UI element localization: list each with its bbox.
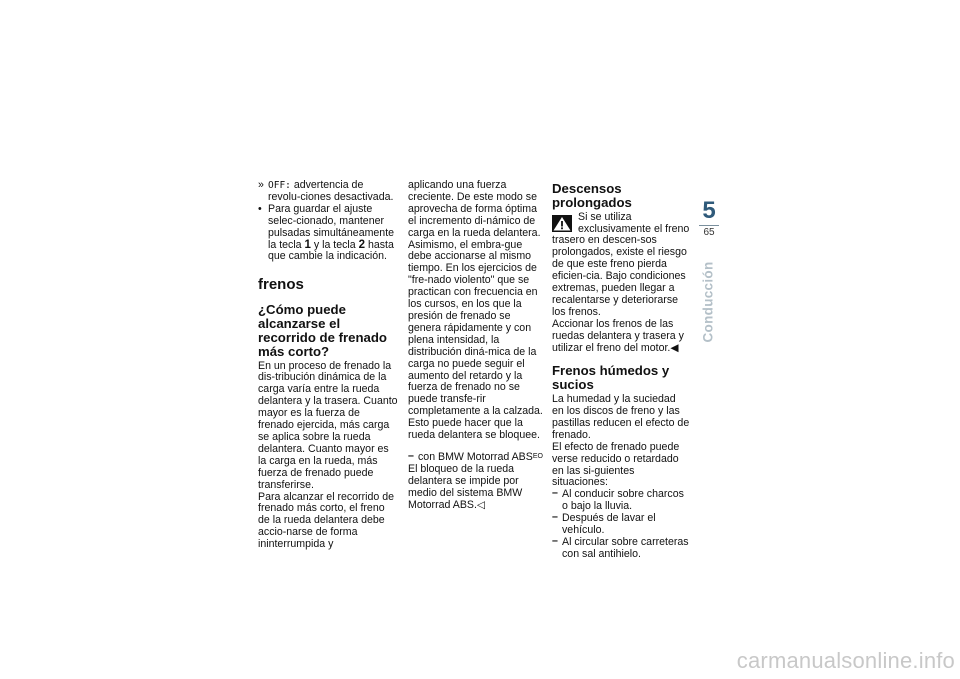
end-mark-icon: ◁ <box>476 498 486 511</box>
chapter-title: Conducción <box>700 261 716 343</box>
paragraph-text: El bloqueo de la rueda delantera se impide por medio del sistema BMW Motorrad ABS. <box>408 462 523 511</box>
paragraph <box>408 464 544 512</box>
paragraph-text: Accionar los frenos de las ruedas delantera y trasera y utilizar el freno del motor. <box>552 317 684 354</box>
bullet-marker: • <box>258 202 262 215</box>
chapter-number: 5 <box>702 197 716 224</box>
dash-marker: – <box>408 449 414 462</box>
list-item <box>552 513 690 537</box>
key-2: 2 <box>358 238 366 251</box>
column-2 <box>408 180 544 511</box>
chapter-tab <box>696 197 722 244</box>
warning-text: Si se utiliza exclusivamente el freno trasero en descen-sos prolongados, existe el riesgo de que este freno pierda eficien-cia. Bajo condiciones extremas, pueden llegar a recalentarse y deteriorarse los frenos. <box>552 210 690 318</box>
watermark: carmanualsonline.info <box>736 648 955 673</box>
divider <box>699 225 719 226</box>
section-title: frenos <box>258 276 304 294</box>
paragraph: El efecto de frenado puede verse reducido o retardado en las si-guientes situaciones: <box>552 440 680 489</box>
arrow-marker: » <box>258 179 264 191</box>
dash-marker: – <box>552 487 558 500</box>
warning-block <box>552 212 690 319</box>
list-item-text: Después de lavar el vehículo. <box>562 512 656 537</box>
list-item-text: Al conducir sobre charcos o bajo la lluvia. <box>562 488 684 513</box>
end-mark-icon: ◀ <box>670 341 679 354</box>
paragraph: aplicando una fuerza creciente. De este modo se aprovecha de forma óptima el incremento di-námico de carga en la rueda delantera. Asimismo, el embra-gue debe accionarse al mismo tiempo. En los ejercicios de "fre-nado violento" que se practican con frecuencia en los cursos, en los que la presión de frenado se genera rápidamente y con plena intensidad, la distribución diná-mica de la carga no puede seguir el aumento del retardo y la fuerza de frenado no se puede transfe-rir completamente a la calzada. Esto puede hacer que la rueda delantera se bloquee. <box>408 179 543 442</box>
optional-equipment-mark: EO <box>532 452 543 460</box>
column-1 <box>258 180 398 551</box>
dash-marker: – <box>552 534 558 547</box>
bullet-text: hasta que cambie la indicación. <box>268 238 394 263</box>
heading-long-descents: Descensos prolongados <box>552 181 632 210</box>
bullet-text: Para guardar el ajuste selec-cionado, mantener pulsadas simultáneamente la tecla <box>268 202 395 251</box>
bullet-off-warning <box>258 180 398 204</box>
paragraph <box>552 319 690 355</box>
display-code: OFF: <box>268 180 291 191</box>
bullet-save-setting <box>258 204 398 264</box>
chapter-side-label <box>688 252 728 352</box>
paragraph: Para alcanzar el recorrido de frenado más corto, el freno de la rueda delantera debe accio-narse de forma ininterrumpida y <box>258 490 395 551</box>
bullet-text: advertencia de revolu-ciones desactivada. <box>268 179 394 203</box>
dash-marker: – <box>552 511 558 524</box>
key-1: 1 <box>304 238 311 251</box>
page-number: 65 <box>703 227 715 238</box>
subheading-shortest-braking: ¿Cómo puede alcanzarse el recorrido de frenado más corto? <box>258 302 387 359</box>
warning-triangle-icon <box>552 215 572 232</box>
list-item <box>552 534 690 561</box>
abs-text: con BMW Motorrad ABS <box>418 450 533 463</box>
bullet-text: y la tecla <box>310 238 359 251</box>
paragraph: La humedad y la suciedad en los discos de freno y las pastillas reducen el efecto de frenado. <box>552 393 690 441</box>
paragraph: En un proceso de frenado la dis-tribución dinámica de la carga varía entre la rueda delantera y la trasera. Cuanto mayor es la fuerza de frenado ejercida, más carga se aplica sobre la rueda delantera. Cuanto mayor es la carga en la rueda, más fuerza de frenado puede transferirse. <box>258 359 398 491</box>
list-item <box>552 489 690 513</box>
abs-condition <box>408 449 544 464</box>
column-3 <box>552 180 690 561</box>
heading-wet-brakes: Frenos húmedos y sucios <box>552 363 670 393</box>
list-item-text: Al circular sobre carreteras con sal antihielo. <box>562 535 689 560</box>
